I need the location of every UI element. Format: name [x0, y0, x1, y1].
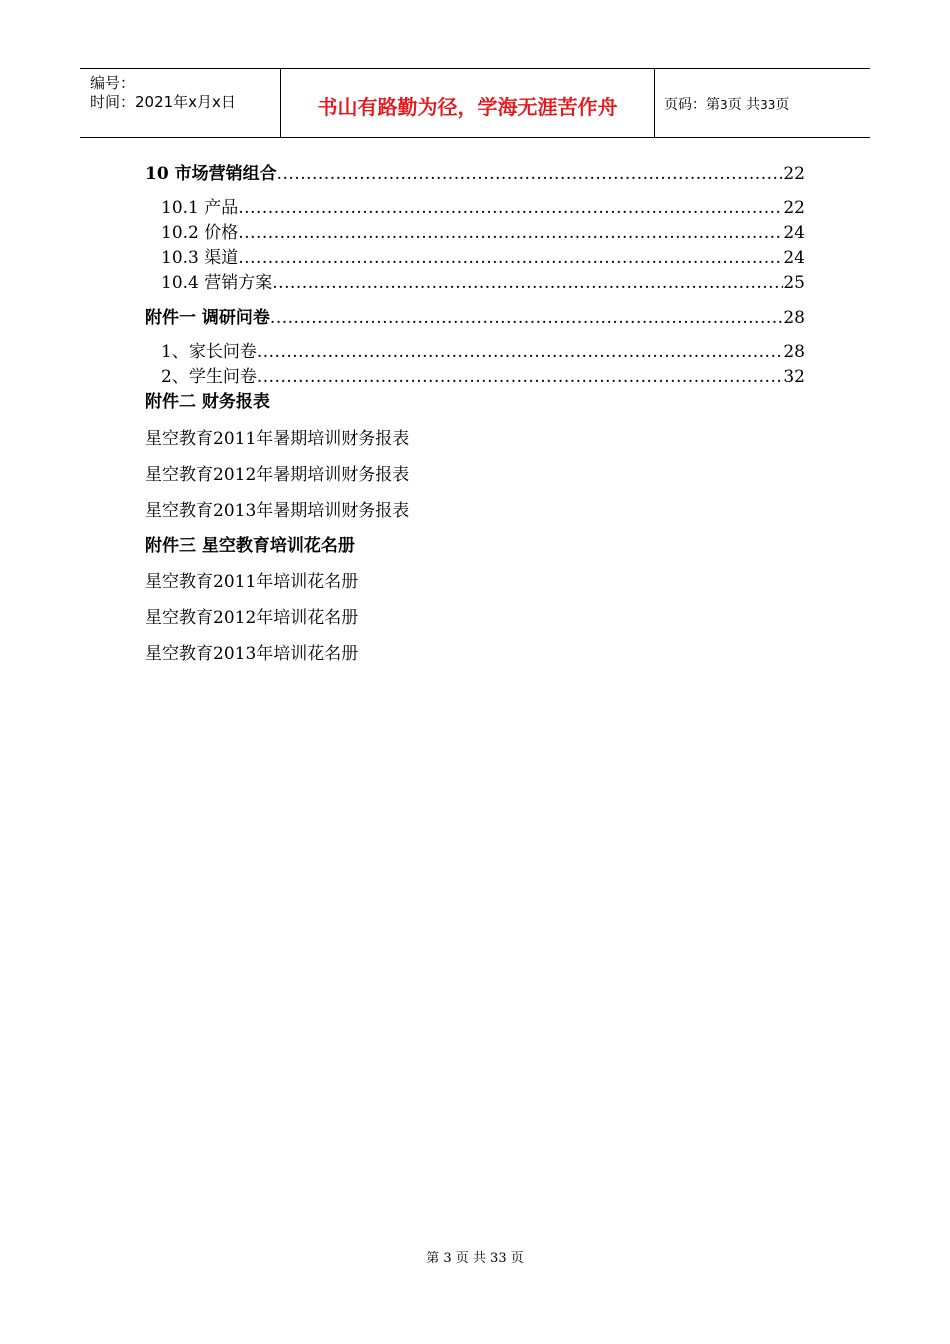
toc-title: 1、家长问卷	[161, 342, 257, 362]
toc-entry[interactable]	[161, 218, 805, 242]
page-mid: 页 共	[727, 97, 761, 113]
toc-leader	[238, 223, 783, 243]
page-header	[80, 68, 870, 138]
toc-title: 10.3 渠道	[161, 248, 239, 268]
toc-entry[interactable]	[145, 303, 805, 327]
toc-entry[interactable]	[161, 268, 805, 292]
page-indicator	[664, 94, 789, 114]
toc-leader	[238, 198, 783, 218]
time-label: 时间：2021年x月x日	[90, 93, 236, 111]
header-page-cell	[655, 69, 870, 137]
appendix2-heading: 附件二 财务报表	[145, 392, 270, 412]
toc-leader	[270, 308, 783, 328]
toc-title: 10.4 营销方案	[161, 273, 273, 293]
toc-page: 25	[783, 273, 805, 293]
toc-title: 10 市场营销组合	[145, 164, 277, 184]
header-motto-cell	[281, 69, 655, 137]
appendix3-item: 星空教育2011年培训花名册	[145, 572, 359, 592]
page-suffix: 页	[775, 97, 790, 113]
toc-page: 22	[783, 198, 805, 218]
toc-title: 2、学生问卷	[161, 367, 257, 387]
toc-page: 28	[783, 308, 805, 328]
toc-title: 附件一 调研问卷	[145, 308, 270, 328]
toc-title: 10.1 产品	[161, 198, 239, 218]
motto: 书山有路勤为径，学海无涯苦作舟	[317, 95, 618, 119]
page-prefix: 页码：第	[664, 97, 720, 113]
toc-page: 28	[783, 342, 805, 362]
page-current: 3	[720, 98, 728, 112]
toc-entry[interactable]	[161, 243, 805, 267]
appendix2-item: 星空教育2013年暑期培训财务报表	[145, 501, 410, 521]
appendix2-item: 星空教育2012年暑期培训财务报表	[145, 465, 410, 485]
appendix3-item: 星空教育2012年培训花名册	[145, 608, 359, 628]
page-footer: 第 3 页 共 33 页	[426, 1251, 524, 1266]
toc-page: 32	[783, 367, 805, 387]
toc-entry[interactable]	[161, 337, 805, 361]
toc-page: 24	[783, 223, 805, 243]
toc-leader	[238, 248, 783, 268]
number-label: 编号：	[90, 74, 136, 92]
header-meta-cell	[80, 69, 281, 137]
toc-entry[interactable]	[161, 362, 805, 386]
toc-leader	[257, 367, 784, 387]
appendix3-item: 星空教育2013年培训花名册	[145, 644, 359, 664]
toc-entry[interactable]	[145, 159, 805, 183]
toc-title: 10.2 价格	[161, 223, 239, 243]
page-total: 33	[760, 98, 776, 112]
toc-page: 22	[783, 164, 805, 184]
toc-entry[interactable]	[161, 193, 805, 217]
appendix3-heading: 附件三 星空教育培训花名册	[145, 536, 355, 556]
toc-page: 24	[783, 248, 805, 268]
appendix2-item: 星空教育2011年暑期培训财务报表	[145, 429, 410, 449]
toc-leader	[257, 342, 784, 362]
toc-leader	[277, 164, 784, 184]
toc-leader	[272, 273, 783, 293]
